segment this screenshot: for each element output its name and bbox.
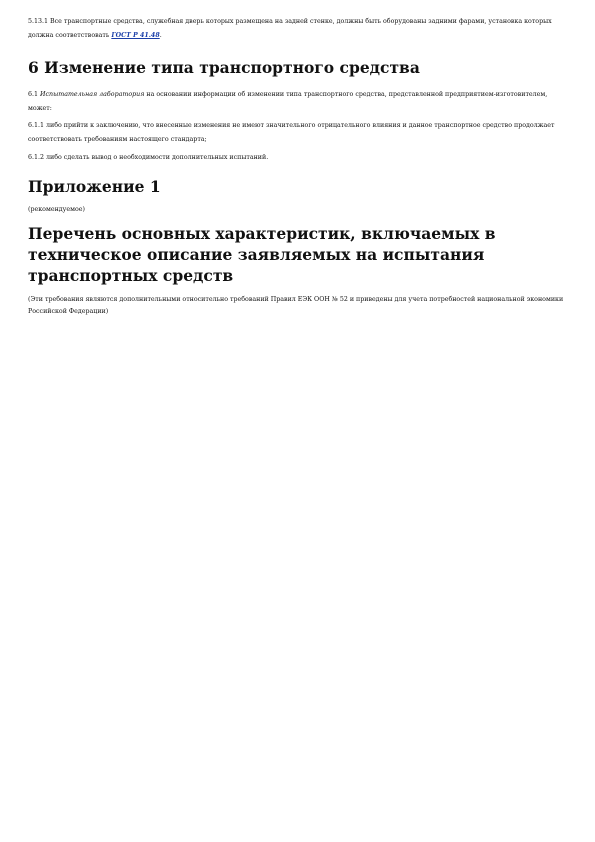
appendix-1-heading: Приложение 1 — [28, 177, 161, 196]
characteristics-list-heading: Перечень основных характеристик, включаемых в техническое описание заявляемых на испытания транспортных средств — [28, 224, 496, 285]
paragraph-6-1 — [28, 88, 568, 116]
paragraph-6-1-number: 6.1 — [28, 91, 41, 98]
section-6-heading: 6 Изменение типа транспортного средства — [28, 58, 420, 77]
paragraph-6-1-italic-term: Испытательная лаборатория — [40, 91, 145, 98]
gost-r-41-48-link[interactable]: ГОСТ Р 41.48 — [111, 32, 160, 39]
paragraph-5-13-1-end: . — [159, 32, 162, 39]
paragraph-5-13-1-text: 5.13.1 Все транспортные средства, служебная дверь которых размещена на задней стенке, должны быть оборудованы задними фарами, установка которых должна соответствовать — [28, 18, 552, 39]
appendix-note: (Эти требования являются дополнительными относительно требований Правил ЕЭК ООН № 52 и приведены для учета потребностей национальной экономики Российской Федерации) — [28, 296, 564, 315]
paragraph-6-1-2: 6.1.2 либо сделать вывод о необходимости дополнительных испытаний. — [28, 154, 269, 161]
paragraph-6-1-rest: на основании информации об изменении типа транспортного средства, представленной предприятием-изготовителем, может: — [28, 91, 548, 112]
appendix-1-status: (рекомендуемое) — [28, 206, 85, 213]
paragraph-5-13-1 — [28, 15, 568, 43]
paragraph-6-1-1: 6.1.1 либо прийти к заключению, что внесенные изменения не имеют значительного отрицательного влияния и данное транспортное средство продолжает соответствовать требованиям настоящего стандарта; — [28, 122, 555, 143]
document-page — [28, 15, 568, 318]
